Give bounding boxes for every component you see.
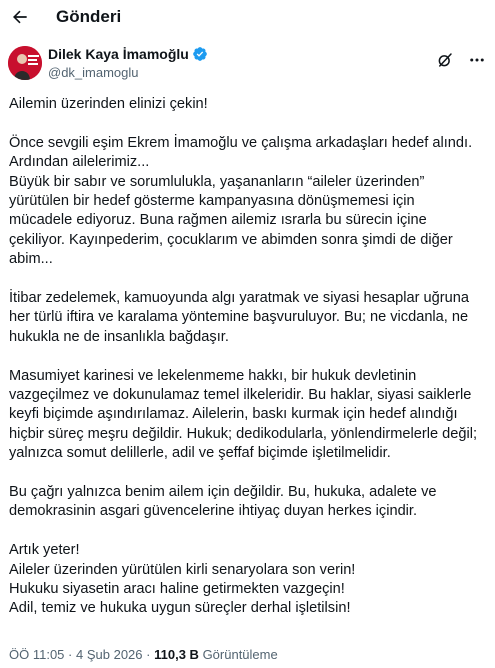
post-line: demokrasinin asgari güvencelerine ihtiyaç duyan herkes içindir.	[9, 503, 418, 520]
author-name[interactable]: Dilek Kaya İmamoğlu	[48, 46, 189, 62]
page-title: Gönderi	[56, 7, 122, 26]
verified-badge-icon[interactable]	[192, 46, 208, 62]
post-line: Masumiyet karinesi ve lekelenmeme hakkı, bir hukuk devletinin	[9, 367, 417, 384]
post-line: Büyük bir sabır ve sorumlulukla, yaşananların “aileler üzerinden”	[9, 173, 425, 190]
post-line: Hukuku siyasetin aracı haline getirmekten vazgeçin!	[9, 581, 345, 598]
meta-separator: ·	[146, 647, 151, 662]
post-line: Önce sevgili eşim Ekrem İmamoğlu ve çalışma arkadaşları hedef alındı.	[9, 134, 473, 151]
post-line: Aileler üzerinden yürütülen kirli senaryolara son verin!	[9, 561, 356, 578]
post-line: Ardından ailelerimiz...	[9, 154, 150, 171]
post-actions-top	[435, 50, 487, 70]
post-meta	[9, 646, 278, 663]
views-label: Görüntüleme	[202, 647, 278, 662]
post-line: her türlü iftira ve karalama yöntemine başvuruluyor. Bu; ne vicdanla, ne	[9, 309, 469, 326]
post-line: İtibar zedelemek, kamuoyunda algı yaratmak ve siyasi hesaplar uğruna	[9, 290, 469, 307]
post-line: hiçbir süreç meşru değildir. Hukuk; dedikodularla, yönlendirmelerle değil;	[9, 425, 478, 442]
post-line: Adil, temiz ve hukuka uygun süreçler derhal işletilsin!	[9, 600, 351, 617]
post-line: yalnızca somut delillerle, adil ve şeffaf biçimde işletilmelidir.	[9, 445, 391, 462]
post-line: çekiliyor. Kayınpederim, çocuklarım ve abimden sonra şimdi de diğer	[9, 231, 453, 248]
meta-separator: ·	[68, 647, 73, 662]
avatar[interactable]	[8, 46, 42, 80]
post-date[interactable]: 4 Şub 2026	[76, 647, 143, 662]
author-handle[interactable]: @dk_imamoglu	[48, 65, 139, 80]
post-line: hukukla ne de insanlıkla bağdaşır.	[9, 328, 229, 345]
post-paragraph	[9, 289, 491, 347]
arrow-left-icon	[10, 7, 30, 27]
post-line: keyfi biçimde aşındırılamaz. Ailelerin, baskı kurmak için hedef alındığı	[9, 406, 458, 423]
post-line: Artık yeter!	[9, 542, 80, 559]
post-paragraph	[9, 541, 491, 619]
post-line: yürütülen bir hedef gösterme kampanyasına dönüşmemesi için	[9, 193, 415, 210]
grok-icon[interactable]	[435, 50, 455, 70]
post-line: mücadele ediyoruz. Buna rağmen ailemiz ısrarla bu sürecin içine	[9, 212, 427, 229]
top-bar	[0, 0, 495, 34]
post-line: abim...	[9, 251, 53, 268]
post-paragraph	[9, 134, 491, 270]
post-paragraph	[9, 367, 491, 464]
post-paragraph	[9, 483, 491, 522]
post-line: Ailemin üzerinden elinizi çekin!	[9, 96, 208, 112]
back-button[interactable]	[9, 6, 31, 28]
more-icon[interactable]	[467, 50, 487, 70]
post-line: vazgeçilmez ve dokunulamaz temel ilkeleridir. Bu haklar, siyasi saiklerle	[9, 387, 472, 404]
author-info	[48, 45, 208, 81]
post-paragraph	[9, 95, 491, 114]
post-line: Bu çağrı yalnızca benim ailem için değildir. Bu, hukuka, adalete ve	[9, 484, 437, 501]
post-text	[9, 95, 491, 638]
views-count: 110,3 B	[154, 647, 199, 662]
post-time[interactable]: ÖÖ 11:05	[9, 647, 65, 662]
